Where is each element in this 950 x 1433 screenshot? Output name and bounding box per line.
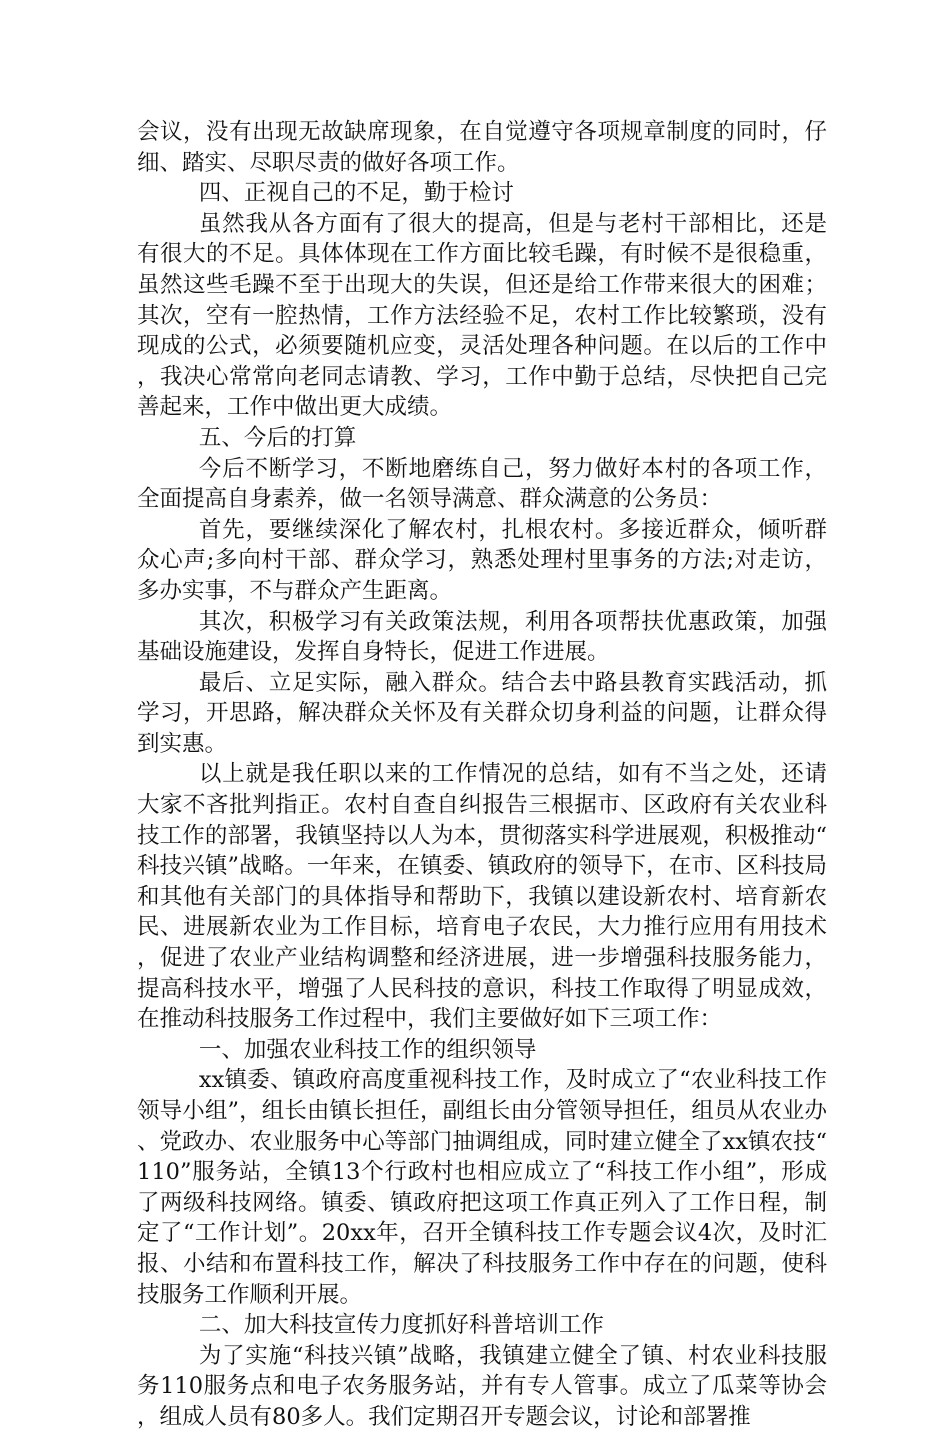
paragraph: 会议，没有出现无故缺席现象，在自觉遵守各项规章制度的同时，仔细、踏实、尽职尽责的做好各项工作。 bbox=[137, 119, 827, 176]
paragraph: 今后不断学习，不断地磨练自己，努力做好本村的各项工作，全面提高自身素养，做一名领导满意、群众满意的公务员： bbox=[137, 455, 827, 513]
section-heading: 一、加强农业科技工作的组织领导 bbox=[198, 1036, 537, 1063]
section-heading: 二、加大科技宣传力度抓好科普培训工作 bbox=[198, 1312, 604, 1339]
section-heading: 五、今后的打算 bbox=[198, 424, 357, 451]
document-body bbox=[137, 117, 827, 1433]
paragraph: 为了实施“科技兴镇”战略，我镇建立健全了镇、村农业科技服务110服务点和电子农务服务站，并有专人管事。成立了瓜菜等协会，组成人员有80多人。我们定期召开专题会议，讨论和部署推 bbox=[137, 1342, 827, 1430]
paragraph: 虽然我从各方面有了很大的提高，但是与老村干部相比，还是有很大的不足。具体体现在工作方面比较毛躁，有时候不是很稳重，虽然这些毛躁不至于出现大的失误，但还是给工作带来很大的困难；其次，空有一腔热情，工作方法经验不足，农村工作比较繁琐，没有现成的公式，必须要随机应变，灵活处理各种问题。在以后的工作中，我决心常常向老同志请教、学习，工作中勤于总结，尽快把自己完善起来，工作中做出更大成绩。 bbox=[137, 210, 827, 421]
paragraph: 首先，要继续深化了解农村，扎根农村。多接近群众，倾听群众心声;多向村干部、群众学习，熟悉处理村里事务的方法;对走访，多办实事，不与群众产生距离。 bbox=[137, 516, 827, 604]
paragraph: 以上就是我任职以来的工作情况的总结，如有不当之处，还请大家不吝批判指正。农村自查自纠报告三根据市、区政府有关农业科技工作的部署，我镇坚持以人为本，贯彻落实科学进展观，积极推动“科技兴镇”战略。一年来，在镇委、镇政府的领导下，在市、区科技局和其他有关部门的具体指导和帮助下，我镇以建设新农村、培育新农民、进展新农业为工作目标，培育电子农民，大力推行应用有用技术，促进了农业产业结构调整和经济进展，进一步增强科技服务能力，提高科技水平，增强了人民科技的意识，科技工作取得了明显成效，在推动科技服务工作过程中，我们主要做好如下三项工作： bbox=[137, 761, 827, 1033]
paragraph: xx镇委、镇政府高度重视科技工作，及时成立了“农业科技工作领导小组”，组长由镇长担任，副组长由分管领导担任，组员从农业办、党政办、农业服务中心等部门抽调组成，同时建立健全了xx镇农技“110”服务站，全镇13个行政村也相应成立了“科技工作小组”，形成了两级科技网络。镇委、镇政府把这项工作真正列入了工作日程，制定了“工作计划”。20xx年，召开全镇科技工作专题会议4次，及时汇报、小结和布置科技工作，解决了科技服务工作中存在的问题，使科技服务工作顺利开展。 bbox=[137, 1067, 827, 1308]
section-heading: 四、正视自己的不足，勤于检讨 bbox=[198, 180, 514, 207]
paragraph: 其次，积极学习有关政策法规，利用各项帮扶优惠政策，加强基础设施建设，发挥自身特长，促进工作进展。 bbox=[137, 608, 827, 666]
paragraph: 最后、立足实际，融入群众。结合去中路县教育实践活动，抓学习，开思路，解决群众关怀及有关群众切身利益的问题，让群众得到实惠。 bbox=[137, 669, 827, 757]
